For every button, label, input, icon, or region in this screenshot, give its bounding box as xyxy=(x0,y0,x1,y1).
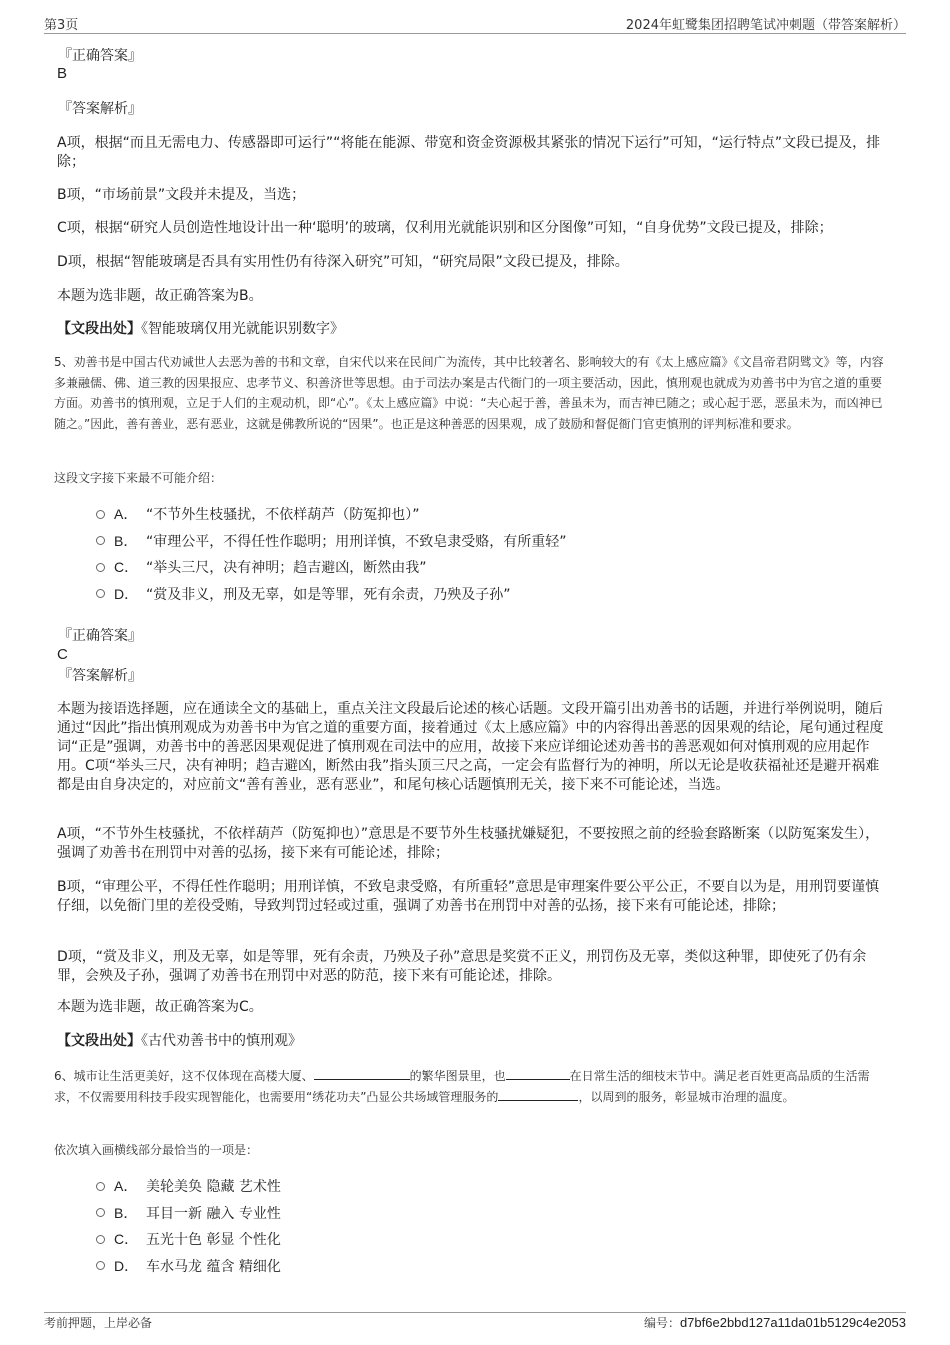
q6-option-a[interactable] xyxy=(96,1173,281,1200)
q6-stem xyxy=(54,1066,888,1107)
q4-analysis-c: C项，根据“研究人员创造性地设计出一种‘聪明’的玻璃，仅利用光就能识别和区分图像”可知，“自身优势”文段已提及，排除； xyxy=(57,220,833,236)
option-key: A． xyxy=(114,1178,138,1195)
q5-option-b[interactable] xyxy=(96,528,567,555)
fill-blank-1[interactable] xyxy=(314,1068,410,1080)
q5-analysis-a: A项，“不节外生枝骚扰，不依样葫芦（防冤抑也）”意思是不要节外生枝骚扰嫌疑犯，不要按照之前的经验套路断案（以防冤案发生），强调了劝善书在刑罚中对善的弘扬，接下来有可能论述，排除； xyxy=(57,826,880,861)
q5-option-c[interactable] xyxy=(96,554,567,581)
radio-icon[interactable] xyxy=(96,1208,105,1217)
option-key: B． xyxy=(114,532,138,549)
q5-conclusion: 本题为选非题，故正确答案为C。 xyxy=(57,999,263,1015)
footer-divider xyxy=(44,1312,906,1313)
option-text: 五光十色 彰显 个性化 xyxy=(146,1232,281,1249)
q6-stem-part-3: 在日常生活的细枝末节中。满足老百姓更高品质的生活需求，不仅需要用科技手段实现智能化，也需要用“绣花功夫”凸显公共场域管理服务的 xyxy=(54,1069,870,1104)
q4-analysis-b: B项，“市场前景”文段并未提及，当选； xyxy=(57,187,306,203)
q4-analysis-d: D项，根据“智能玻璃是否具有实用性仍有待深入研究”可知，“研究局限”文段已提及，排除。 xyxy=(57,254,629,270)
q6-stem-part-4: ，以周到的服务，彰显城市治理的温度。 xyxy=(578,1089,795,1104)
radio-icon[interactable] xyxy=(96,589,105,598)
q5-analysis-label: 『答案解析』 xyxy=(58,668,142,684)
radio-icon[interactable] xyxy=(96,563,105,572)
q5-analysis-main: 本题为接语选择题，应在通读全文的基础上，重点关注文段最后论述的核心话题。文段开篇引出劝善书的话题，并进行举例说明，随后通过“因此”指出慎刑观成为劝善书中为官之道的重要方面，接着通过《太上感应篇》中的内容得出善恶的因果观的结论，尾句通过程度词“正是”强调，劝善书中的善恶因果观促进了慎刑观在司法中的应用，故接下来应详细论述劝善书的善恶观如何对慎刑观的应用起作用。C项“举头三尺，决有神明；趋吉避凶，断然由我”指头顶三尺之高，一定会有监督行为的神明，所以无论是收获福祉还是避开祸难都是由自身决定的，对应前文“善有善业，恶有恶业”，和尾句核心话题慎刑无关，接下来不可能论述，当选。 xyxy=(57,701,884,793)
q6-option-d[interactable] xyxy=(96,1253,281,1280)
page-footer xyxy=(44,1314,906,1332)
document-code xyxy=(644,1314,906,1331)
q6-options xyxy=(96,1173,281,1279)
header-divider xyxy=(44,33,906,34)
option-key: C． xyxy=(114,559,139,576)
radio-icon[interactable] xyxy=(96,536,105,545)
document-title: 2024年虹鹭集团招聘笔试冲刺题（带答案解析） xyxy=(625,18,906,33)
q5-answer: C xyxy=(57,646,68,663)
q5-options xyxy=(96,501,567,607)
option-key: D． xyxy=(114,1257,139,1274)
q6-stem-part-1: 6、城市让生活更美好，这不仅体现在高楼大厦、 xyxy=(54,1069,314,1083)
q5-source-title: 《古代劝善书中的慎刑观》 xyxy=(141,1033,302,1049)
q4-analysis-a: A项，根据“而且无需电力、传感器即可运行”“将能在能源、带宽和资金资源极其紧张的情况下运行”可知，“运行特点”文段已提及，排除； xyxy=(57,135,881,170)
q5-source xyxy=(57,1032,302,1050)
option-text: 美轮美奂 隐藏 艺术性 xyxy=(146,1179,281,1196)
q4-answer: B xyxy=(57,65,68,82)
radio-icon[interactable] xyxy=(96,1182,105,1191)
fill-blank-2[interactable] xyxy=(506,1068,570,1080)
option-key: B． xyxy=(114,1204,138,1221)
radio-icon[interactable] xyxy=(96,1235,105,1244)
q5-option-d[interactable] xyxy=(96,581,567,608)
q5-analysis-b: B项，“审理公平，不得任性作聪明；用刑详慎，不致皂隶受赂，有所重轻”意思是审理案件要公平公正，不要自以为是，用刑罚要谨慎仔细，以免衙门里的差役受贿，导致判罚过轻或过重，强调了劝善书在刑罚中对善的弘扬，接下来有可能论述，排除； xyxy=(57,879,880,914)
q4-source-label: 【文段出处】 xyxy=(57,321,141,337)
footer-slogan: 考前押题，上岸必备 xyxy=(44,1316,153,1330)
q6-option-c[interactable] xyxy=(96,1226,281,1253)
q6-prompt: 依次填入画横线部分最恰当的一项是： xyxy=(54,1143,259,1157)
code-value: d7bf6e2bbd127a11da01b5129c4e2053 xyxy=(679,1315,906,1330)
q5-analysis-d: D项，“赏及非义，刑及无辜，如是等罪，死有余责，乃殃及子孙”意思是奖赏不正义，刑罚伤及无辜，类似这种罪，即使死了仍有余罪，会殃及子孙，强调了劝善书在刑罚中对恶的防范，接下来有可能论述，排除。 xyxy=(57,949,867,984)
code-label: 编号： xyxy=(643,1316,680,1330)
fill-blank-3[interactable] xyxy=(498,1089,578,1101)
page-number: 第3页 xyxy=(44,18,79,33)
page-header xyxy=(44,14,906,32)
q5-stem: 5、劝善书是中国古代劝诫世人去恶为善的书和文章，自宋代以来在民间广为流传，其中比较著名、影响较大的有《太上感应篇》《文昌帝君阴骘文》等，内容多兼融儒、佛、道三教的因果报应、忠孝节义、积善济世等思想。由于司法办案是古代衙门的一项主要活动，因此，慎刑观也就成为劝善书中为官之道的重要方面。劝善书的慎刑观，立足于人们的主观动机，即“心”。《太上感应篇》中说：“夫心起于善，善虽未为，而吉神已随之；或心起于恶，恶虽未为，而凶神已随之。”因此，善有善业，恶有恶业，这就是佛教所说的“因果”。也正是这种善恶的因果观，成了鼓励和督促衙门官吏慎刑的评判标准和要求。 xyxy=(54,355,884,431)
q6-option-b[interactable] xyxy=(96,1200,281,1227)
option-text: 车水马龙 蕴含 精细化 xyxy=(146,1258,281,1275)
option-text: “赏及非义，刑及无辜，如是等罪，死有余责，乃殃及子孙” xyxy=(146,586,511,603)
q5-source-label: 【文段出处】 xyxy=(57,1033,141,1049)
q5-prompt: 这段文字接下来最不可能介绍： xyxy=(54,471,223,485)
option-text: 耳目一新 融入 专业性 xyxy=(146,1205,281,1222)
q4-analysis-label: 『答案解析』 xyxy=(58,101,142,117)
radio-icon[interactable] xyxy=(96,510,105,519)
q4-source-title: 《智能玻璃仅用光就能识别数字》 xyxy=(141,321,344,337)
q4-source xyxy=(57,320,344,338)
option-text: “举头三尺，决有神明；趋吉避凶，断然由我” xyxy=(146,560,427,577)
q4-answer-label: 『正确答案』 xyxy=(58,48,142,64)
q6-stem-part-2: 的繁华图景里，也 xyxy=(409,1069,506,1083)
q5-option-a[interactable] xyxy=(96,501,567,528)
option-key: A． xyxy=(114,506,138,523)
option-text: “不节外生枝骚扰，不依样葫芦（防冤抑也）” xyxy=(146,507,420,524)
option-text: “审理公平，不得任性作聪明；用刑详慎，不致皂隶受赂，有所重轻” xyxy=(146,533,567,550)
q4-conclusion: 本题为选非题，故正确答案为B。 xyxy=(57,288,263,304)
option-key: C． xyxy=(114,1231,139,1248)
radio-icon[interactable] xyxy=(96,1261,105,1270)
q5-answer-label: 『正确答案』 xyxy=(58,628,142,644)
option-key: D． xyxy=(114,585,139,602)
